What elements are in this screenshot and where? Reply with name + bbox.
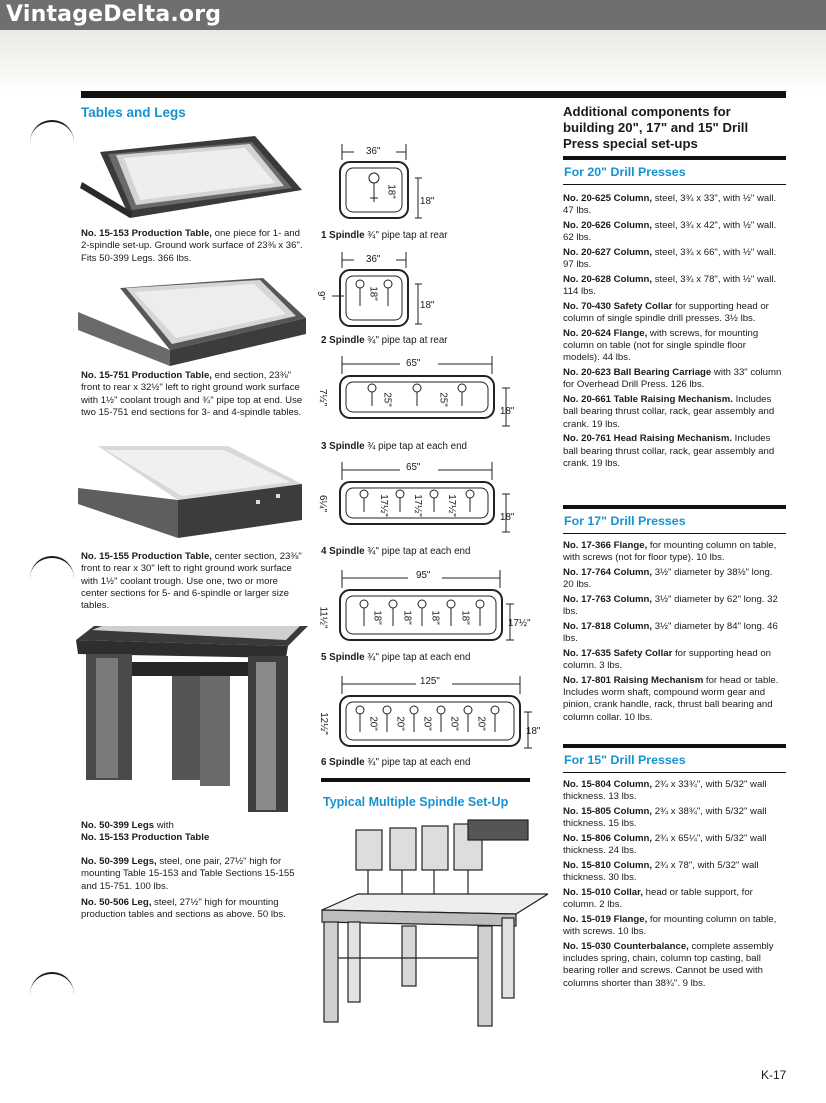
spindle-3-diagram xyxy=(317,352,520,436)
spindle-2-label: 2 Spindle ¾" pipe tap at rear xyxy=(321,335,448,346)
spindle-6-spacing-2: 20" xyxy=(394,716,406,731)
list-item: No. 20-628 Column, steel, 3¾ x 78", with ½" wall. 114 lbs. xyxy=(563,274,777,298)
typical-rule xyxy=(321,778,530,782)
tables-legs-heading: Tables and Legs xyxy=(81,105,186,120)
section-17-list xyxy=(563,540,785,726)
spindle-6-diagram xyxy=(317,672,550,756)
spindle-4-diagram xyxy=(317,458,520,542)
section-thin-rule xyxy=(563,772,786,773)
spindle-6-spacing-3: 20" xyxy=(421,716,433,731)
spindle-1-diagram xyxy=(320,140,480,230)
top-rule xyxy=(81,91,786,98)
binder-hole xyxy=(30,972,74,1012)
section-17-heading: For 17" Drill Presses xyxy=(564,514,686,528)
list-item: No. 17-635 Safety Collar for supporting head on column. 3 lbs. xyxy=(563,648,771,672)
list-item: No. 15-010 Collar, head or table support, for column. 2 lbs. xyxy=(563,887,753,911)
binder-hole xyxy=(30,556,74,596)
section-15-heading: For 15" Drill Presses xyxy=(564,753,686,767)
spindle-1-depth: 18" xyxy=(420,196,435,207)
section-rule xyxy=(563,744,786,748)
site-banner xyxy=(0,0,826,30)
legs-50-399-text: No. 50-399 Legs, steel, one pair, 27½" high for mounting Table 15-153 and Table Sections 15-155 and 15-751. 100 lbs. xyxy=(81,856,295,892)
section-15-list xyxy=(563,779,785,992)
section-rule xyxy=(563,505,786,509)
list-item: No. 17-366 Flange, for mounting column on table, with screws (not for floor type). 10 lbs. xyxy=(563,540,777,564)
page-top-band xyxy=(0,30,826,90)
spindle-3-width: 65" xyxy=(406,358,421,369)
production-table-15-155-photo xyxy=(78,442,308,542)
spindle-4-depth: 18" xyxy=(500,512,515,523)
spindle-5-side: 11½" xyxy=(317,606,329,629)
spindle-1-label: 1 Spindle ¾" pipe tap at rear xyxy=(321,230,448,241)
spindle-6-label: 6 Spindle ¾" pipe tap at each end xyxy=(321,757,471,768)
spindle-4-spacing-3: 17½" xyxy=(445,494,457,517)
spindle-1-spacing: 18" xyxy=(385,184,397,199)
spindle-6-spacing-4: 20" xyxy=(448,716,460,731)
spindle-6-side: 12½" xyxy=(317,712,329,735)
spindle-2-spacing: 18" xyxy=(367,286,379,301)
legs-with-table-photo xyxy=(72,624,312,816)
list-item: No. 15-810 Column, 2¾ x 78", with 5/32" wall thickness. 30 lbs. xyxy=(563,860,759,884)
list-item: No. 15-804 Column, 2¾ x 33¾", with 5/32" wall thickness. 13 lbs. xyxy=(563,779,767,803)
spindle-5-spacing-3: 18" xyxy=(429,610,441,625)
section-thin-rule xyxy=(563,184,786,185)
spindle-4-side: 6¼" xyxy=(317,494,329,513)
spindle-1-width: 36" xyxy=(366,146,381,157)
spindle-5-width: 95" xyxy=(416,570,431,581)
spindle-6-spacing-5: 20" xyxy=(475,716,487,731)
list-item: No. 20-661 Table Raising Mechanism. Includes ball bearing thrust collar, rack, gear assembly and crank. 19 lbs. xyxy=(563,394,775,430)
typical-setup-illustration xyxy=(318,818,548,1033)
list-item: No. 15-805 Column, 2¾ x 38¾", with 5/32" wall thickness. 15 lbs. xyxy=(563,806,767,830)
spindle-3-depth: 18" xyxy=(500,406,515,417)
typical-setup-heading: Typical Multiple Spindle Set-Up xyxy=(323,795,509,809)
spindle-5-label: 5 Spindle ¾" pipe tap at each end xyxy=(321,652,471,663)
spindle-4-spacing-2: 17½" xyxy=(411,494,423,517)
production-table-15-751-photo xyxy=(78,270,308,370)
list-item: No. 15-806 Column, 2¾ x 65¼", with 5/32" wall thickness. 24 lbs. xyxy=(563,833,767,857)
spindle-5-diagram xyxy=(317,564,540,648)
spindle-4-spacing: 17½" xyxy=(377,494,389,517)
list-item: No. 17-818 Column, 3½" diameter by 84" long. 46 lbs. xyxy=(563,621,778,645)
list-item: No. 20-761 Head Raising Mechanism. Includes ball bearing thrust collar, rack, gear assembly and crank. 19 lbs. xyxy=(563,433,775,469)
site-name: VintageDelta.org xyxy=(6,2,222,27)
legs-caption: No. 50-399 Legs with No. 15-153 Production Table xyxy=(81,820,210,844)
list-item: No. 17-764 Column, 3½" diameter by 38½" long. 20 lbs. xyxy=(563,567,773,591)
spindle-3-label: 3 Spindle ¾ pipe tap at each end xyxy=(321,441,467,452)
spindle-6-depth: 18" xyxy=(526,726,541,737)
table-15-155-caption: No. 15-155 Production Table, center section, 23⅜" front to rear x 30" left to right ground work surface with 1½" coolant trough. Use one, two or more center sections for 5- and 6-spindle or larger size tables. xyxy=(81,551,302,612)
list-item: No. 20-626 Column, steel, 3¾ x 42", with ½" wall. 62 lbs. xyxy=(563,220,777,244)
table-15-153-caption: No. 15-153 Production Table, one piece for 1- and 2-spindle set-up. Ground work surface of 23⅜ x 36". Fits 50-399 Legs. 366 lbs. xyxy=(81,228,303,264)
list-item: No. 20-625 Column, steel, 3¾ x 33", with ½" wall. 47 lbs. xyxy=(563,193,777,217)
list-item: No. 15-030 Counterbalance, complete assembly includes spring, chain, column top casting, ball bearing roller and screws. Cannot be used with columns shorter than 38¾". 9 lbs. xyxy=(563,941,774,989)
table-15-751-caption: No. 15-751 Production Table, end section, 23⅜" front to rear x 32½" left to right ground work surface with 1½" coolant trough and ¾" pipe top at end. Use two 15-751 end sections for 3- and 4-spindle tables. xyxy=(81,370,303,418)
list-item: No. 15-019 Flange, for mounting column on table, with screws. 10 lbs. xyxy=(563,914,777,938)
list-item: No. 20-627 Column, steel, 3¾ x 66", with ½" wall. 97 lbs. xyxy=(563,247,777,271)
spindle-4-label: 4 Spindle ¾" pipe tap at each end xyxy=(321,546,471,557)
section-20-list xyxy=(563,193,785,473)
spindle-5-spacing-2: 18" xyxy=(401,610,413,625)
spindle-3-side: 7½" xyxy=(317,388,329,407)
spindle-4-width: 65" xyxy=(406,462,421,473)
page-number: K-17 xyxy=(761,1068,787,1082)
list-item: No. 17-763 Column, 3½" diameter by 62" long. 32 lbs. xyxy=(563,594,778,618)
section-20-heading: For 20" Drill Presses xyxy=(564,165,686,179)
leg-50-506-text: No. 50-506 Leg, steel, 27½" high for mounting production tables and sections as above. 50 lbs. xyxy=(81,897,286,921)
production-table-15-153-photo xyxy=(80,130,310,220)
spindle-5-spacing-4: 18" xyxy=(459,610,471,625)
section-thin-rule xyxy=(563,533,786,534)
spindle-5-depth: 17½" xyxy=(508,618,531,629)
spindle-2-diagram xyxy=(314,248,480,334)
list-item: No. 20-624 Flange, with screws, for mounting column on table (not for single spindle floor models). 44 lbs. xyxy=(563,328,759,364)
spindle-2-width: 36" xyxy=(366,254,381,265)
list-item: No. 70-430 Safety Collar for supporting head or column of single spindle drill presses. 3½ lbs. xyxy=(563,301,769,325)
spindle-2-side: 9" xyxy=(314,291,326,300)
spindle-3-spacing: 25" xyxy=(381,392,393,407)
spindle-6-spacing: 20" xyxy=(367,716,379,731)
list-item: No. 20-623 Ball Bearing Carriage with 33" column for Overhead Drill Press. 126 lbs. xyxy=(563,367,782,391)
binder-hole xyxy=(30,120,74,160)
section-rule xyxy=(563,156,786,160)
spindle-5-spacing: 18" xyxy=(371,610,383,625)
spindle-6-width: 125" xyxy=(420,676,440,687)
spindle-2-depth: 18" xyxy=(420,300,435,311)
additional-components-title: Additional components for building 20", 17" and 15" Drill Press special set-ups xyxy=(563,104,749,151)
list-item: No. 17-801 Raising Mechanism for head or table. Includes worm shaft, compound worm gear and pinion, crank handle, rack, thrust ball bearing and column collar. 10 lbs. xyxy=(563,675,779,723)
spindle-3-spacing-2: 25" xyxy=(437,392,449,407)
